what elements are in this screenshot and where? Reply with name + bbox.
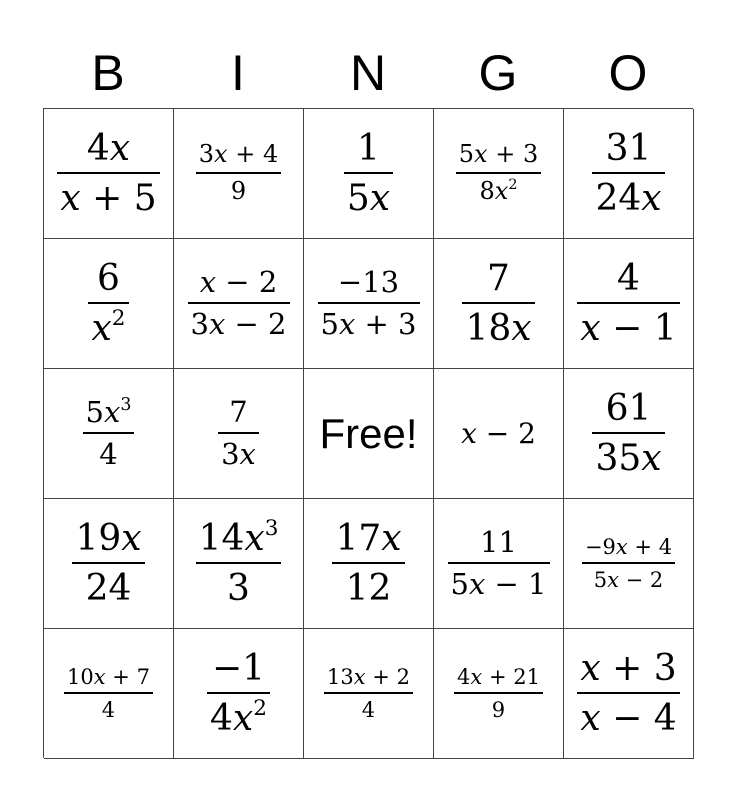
fraction-bar (188, 302, 290, 304)
header-letter-i: I (231, 45, 245, 101)
denominator: 5x − 2 (593, 568, 664, 592)
numerator: $14x^3$ (198, 515, 279, 559)
numerator: 7 (229, 394, 248, 429)
denominator: 3x − 2 (190, 307, 287, 341)
fraction (582, 535, 675, 592)
fraction-bar (72, 562, 144, 564)
fraction (72, 518, 144, 610)
numerator: 1 (357, 127, 380, 169)
fraction-bar (332, 562, 404, 564)
bingo-cell-o-3[interactable] (564, 369, 694, 499)
denominator: 9 (491, 698, 506, 722)
denominator: 24x (595, 178, 662, 219)
fraction (83, 396, 135, 472)
fraction-bar (83, 432, 135, 434)
bingo-grid (43, 108, 693, 758)
denominator: x + 5 (60, 178, 157, 219)
bingo-cell-n-1[interactable] (304, 109, 434, 239)
fraction (344, 128, 393, 220)
numerator: x + 3 (580, 647, 677, 689)
denominator: 24 (85, 568, 132, 609)
numerator: 5x + 3 (458, 140, 539, 169)
bingo-cell-o-2[interactable] (564, 239, 694, 369)
bingo-cell-b-2[interactable] (44, 239, 174, 369)
denominator: 9 (230, 177, 247, 205)
fraction-bar (577, 302, 679, 304)
denominator: 5x (346, 178, 391, 219)
fraction (218, 396, 259, 472)
denominator: 4 (361, 698, 376, 722)
fraction-bar (344, 172, 393, 174)
bingo-cell-i-1[interactable] (174, 109, 304, 239)
fraction (57, 128, 159, 220)
fraction-bar (318, 302, 420, 304)
denominator: $x^2$ (91, 305, 126, 349)
bingo-cell-g-2[interactable] (434, 239, 564, 369)
fraction-bar (207, 692, 270, 694)
numerator: 19x (75, 517, 142, 559)
bingo-cell-o-1[interactable] (564, 109, 694, 239)
bingo-cell-g-5[interactable] (434, 629, 564, 759)
bingo-cell-g-3[interactable] (434, 369, 564, 499)
fraction (448, 526, 550, 602)
bingo-cell-i-5[interactable] (174, 629, 304, 759)
fraction-bar (462, 302, 534, 304)
fraction-bar (196, 172, 281, 174)
bingo-cell-n-5[interactable] (304, 629, 434, 759)
fraction-bar (64, 692, 153, 694)
numerator: x − 2 (199, 264, 278, 299)
bingo-cell-n-4[interactable] (304, 499, 434, 629)
fraction (577, 648, 679, 740)
numerator: 10x + 7 (67, 664, 150, 689)
numerator: 61 (605, 387, 652, 429)
fraction (188, 266, 290, 342)
numerator: 11 (480, 524, 517, 559)
numerator: 31 (605, 127, 652, 169)
fraction (196, 515, 282, 610)
fraction-bar (454, 692, 543, 694)
fraction-bar (88, 302, 128, 304)
fraction (332, 518, 404, 610)
fraction-bar (592, 172, 664, 174)
fraction (88, 258, 128, 350)
numerator: 7 (487, 257, 510, 299)
fraction (454, 665, 543, 722)
numerator: 4 (617, 257, 640, 299)
header-letter-o: O (608, 45, 648, 101)
bingo-cell-n-2[interactable] (304, 239, 434, 369)
numerator: −1 (211, 647, 266, 689)
bingo-cell-g-4[interactable] (434, 499, 564, 629)
numerator: 6 (97, 257, 120, 299)
bingo-cell-b-3[interactable] (44, 369, 174, 499)
fraction-bar (577, 692, 679, 694)
numerator: 4x (86, 127, 131, 169)
numerator: 3x + 4 (198, 140, 279, 169)
bingo-cell-o-5[interactable] (564, 629, 694, 759)
denominator: x − 4 (580, 698, 677, 739)
fraction (592, 128, 664, 220)
bingo-header (43, 40, 693, 106)
denominator: 3x (221, 437, 256, 471)
fraction (577, 258, 679, 350)
header-letter-n: N (349, 45, 387, 101)
fraction (592, 388, 664, 480)
numerator: 17x (335, 517, 402, 559)
fraction-bar (324, 692, 413, 694)
denominator: 18x (465, 308, 532, 349)
denominator: 3 (227, 568, 250, 609)
fraction-bar (592, 432, 664, 434)
fraction-bar (218, 432, 259, 434)
fraction (207, 648, 270, 740)
fraction-bar (456, 172, 541, 174)
fraction (462, 258, 534, 350)
denominator: $8x^2$ (479, 176, 518, 205)
numerator: 13x + 2 (327, 664, 410, 689)
bingo-cell-n-3[interactable] (304, 369, 434, 499)
bingo-cell-g-1[interactable] (434, 109, 564, 239)
denominator: 4 (101, 698, 116, 722)
expression: x − 2 (461, 417, 536, 450)
denominator: 4 (99, 437, 118, 471)
denominator: $4x^2$ (210, 695, 267, 739)
fraction (324, 665, 413, 722)
header-letter-b: B (91, 45, 125, 101)
bingo-cell-b-5[interactable] (44, 629, 174, 759)
header-letter-g: G (478, 45, 518, 101)
fraction-bar (196, 562, 282, 564)
free-space-label: Free! (319, 409, 418, 457)
fraction-bar (582, 562, 675, 564)
denominator: 35x (595, 438, 662, 479)
denominator: 12 (345, 568, 392, 609)
bingo-cell-i-3[interactable] (174, 369, 304, 499)
fraction (64, 665, 153, 722)
bingo-cell-o-4[interactable] (564, 499, 694, 629)
fraction-bar (57, 172, 159, 174)
denominator: x − 1 (580, 308, 677, 349)
bingo-cell-b-4[interactable] (44, 499, 174, 629)
fraction-bar (448, 562, 550, 564)
numerator: −13 (337, 264, 400, 299)
numerator: $5x^3$ (85, 394, 132, 429)
fraction (456, 141, 541, 205)
numerator: −9x + 4 (584, 534, 673, 559)
fraction (196, 141, 281, 205)
denominator: 5x + 3 (320, 307, 417, 341)
numerator: 4x + 21 (457, 664, 540, 689)
bingo-cell-i-2[interactable] (174, 239, 304, 369)
bingo-cell-b-1[interactable] (44, 109, 174, 239)
fraction (318, 266, 420, 342)
bingo-cell-i-4[interactable] (174, 499, 304, 629)
denominator: 5x − 1 (450, 567, 547, 601)
